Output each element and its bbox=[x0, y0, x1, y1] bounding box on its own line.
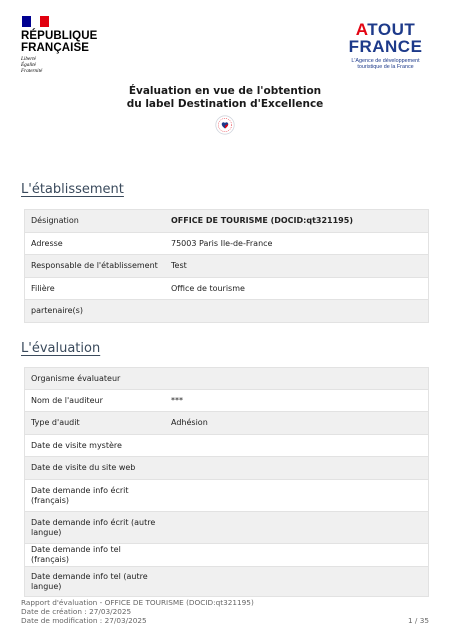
republic-motto bbox=[21, 56, 42, 74]
atout-france-logo bbox=[343, 22, 428, 70]
page-footer bbox=[21, 598, 254, 625]
page-number: 1 / 35 bbox=[407, 616, 429, 625]
row-label: Date demande info écrit (autre langue) bbox=[31, 517, 156, 537]
document-title bbox=[0, 85, 450, 111]
motto-egalite: Égalité bbox=[21, 62, 36, 68]
etablissement-table bbox=[24, 209, 429, 323]
label-seal-icon bbox=[215, 115, 235, 135]
row-label: Adresse bbox=[31, 238, 63, 248]
section-title-evaluation: L'évaluation bbox=[21, 341, 101, 356]
table-row bbox=[25, 390, 428, 412]
row-label: Date de visite du site web bbox=[31, 463, 136, 472]
row-value: Test bbox=[171, 261, 187, 270]
table-row bbox=[25, 480, 428, 512]
row-value bbox=[165, 512, 428, 543]
page-header bbox=[0, 0, 450, 80]
table-row bbox=[25, 567, 428, 596]
row-label: Responsable de l'établissement bbox=[31, 261, 158, 270]
row-label: partenaire(s) bbox=[31, 306, 83, 315]
row-label: Date de visite mystère bbox=[31, 440, 122, 450]
atout-line2: FRANCE bbox=[348, 37, 423, 56]
footer-modification-date: Date de modification : 27/03/2025 bbox=[21, 616, 147, 625]
row-value: *** bbox=[171, 395, 183, 405]
row-value bbox=[165, 480, 428, 511]
table-row bbox=[25, 255, 428, 278]
republic-line2: FRANÇAISE bbox=[21, 42, 89, 54]
evaluation-table bbox=[24, 367, 429, 597]
row-label: Date demande info tel (français) bbox=[31, 545, 121, 564]
row-value: Office de tourisme bbox=[171, 283, 245, 293]
row-label: Nom de l'auditeur bbox=[31, 395, 103, 405]
row-value: 75003 Paris Ile-de-France bbox=[171, 238, 273, 248]
row-value bbox=[165, 368, 428, 389]
atout-sub-line1: L'Agence de développement bbox=[351, 58, 420, 64]
row-value bbox=[165, 435, 428, 456]
motto-fraternite: Fraternité bbox=[21, 68, 43, 74]
row-value bbox=[165, 457, 428, 479]
atout-line1 bbox=[343, 22, 428, 38]
table-row bbox=[25, 300, 428, 322]
table-row bbox=[25, 512, 428, 544]
table-row bbox=[25, 544, 428, 567]
section-title-etablissement: L'établissement bbox=[21, 182, 124, 197]
row-label: Date demande info tel (autre langue) bbox=[31, 571, 148, 591]
row-value bbox=[165, 300, 428, 322]
row-label: Désignation bbox=[31, 216, 79, 225]
table-row bbox=[25, 368, 428, 390]
table-row bbox=[25, 210, 428, 233]
row-label: Type d'audit bbox=[31, 418, 80, 427]
atout-subtitle bbox=[343, 58, 428, 70]
table-row bbox=[25, 435, 428, 457]
motto-liberte: Liberté bbox=[21, 56, 36, 62]
row-value: Adhésion bbox=[171, 418, 208, 427]
row-value bbox=[165, 567, 428, 596]
title-line1: Évaluation en vue de l'obtention bbox=[128, 85, 322, 97]
republic-line1: RÉPUBLIQUE bbox=[21, 30, 98, 42]
table-row bbox=[25, 278, 428, 300]
row-value bbox=[165, 544, 428, 566]
row-label: Date demande info écrit (français) bbox=[31, 485, 129, 505]
row-value: OFFICE DE TOURISME (DOCID:qt321195) bbox=[171, 216, 353, 225]
french-flag-icon bbox=[22, 16, 49, 27]
row-label: Filière bbox=[31, 283, 55, 293]
atout-sub-line2: touristique de la France bbox=[357, 64, 414, 70]
row-label: Organisme évaluateur bbox=[31, 373, 121, 383]
atout-a-letter: A bbox=[355, 20, 368, 39]
table-row bbox=[25, 457, 428, 480]
republique-francaise-logo bbox=[21, 30, 97, 54]
table-row bbox=[25, 412, 428, 435]
table-row bbox=[25, 233, 428, 255]
footer-creation-date: Date de création : 27/03/2025 bbox=[21, 607, 132, 616]
title-line2: du label Destination d'Excellence bbox=[126, 98, 324, 110]
footer-report-title: Rapport d'évaluation - OFFICE DE TOURISME (DOCID:qt321195) bbox=[21, 598, 254, 607]
atout-tout-letters: TOUT bbox=[367, 20, 416, 39]
